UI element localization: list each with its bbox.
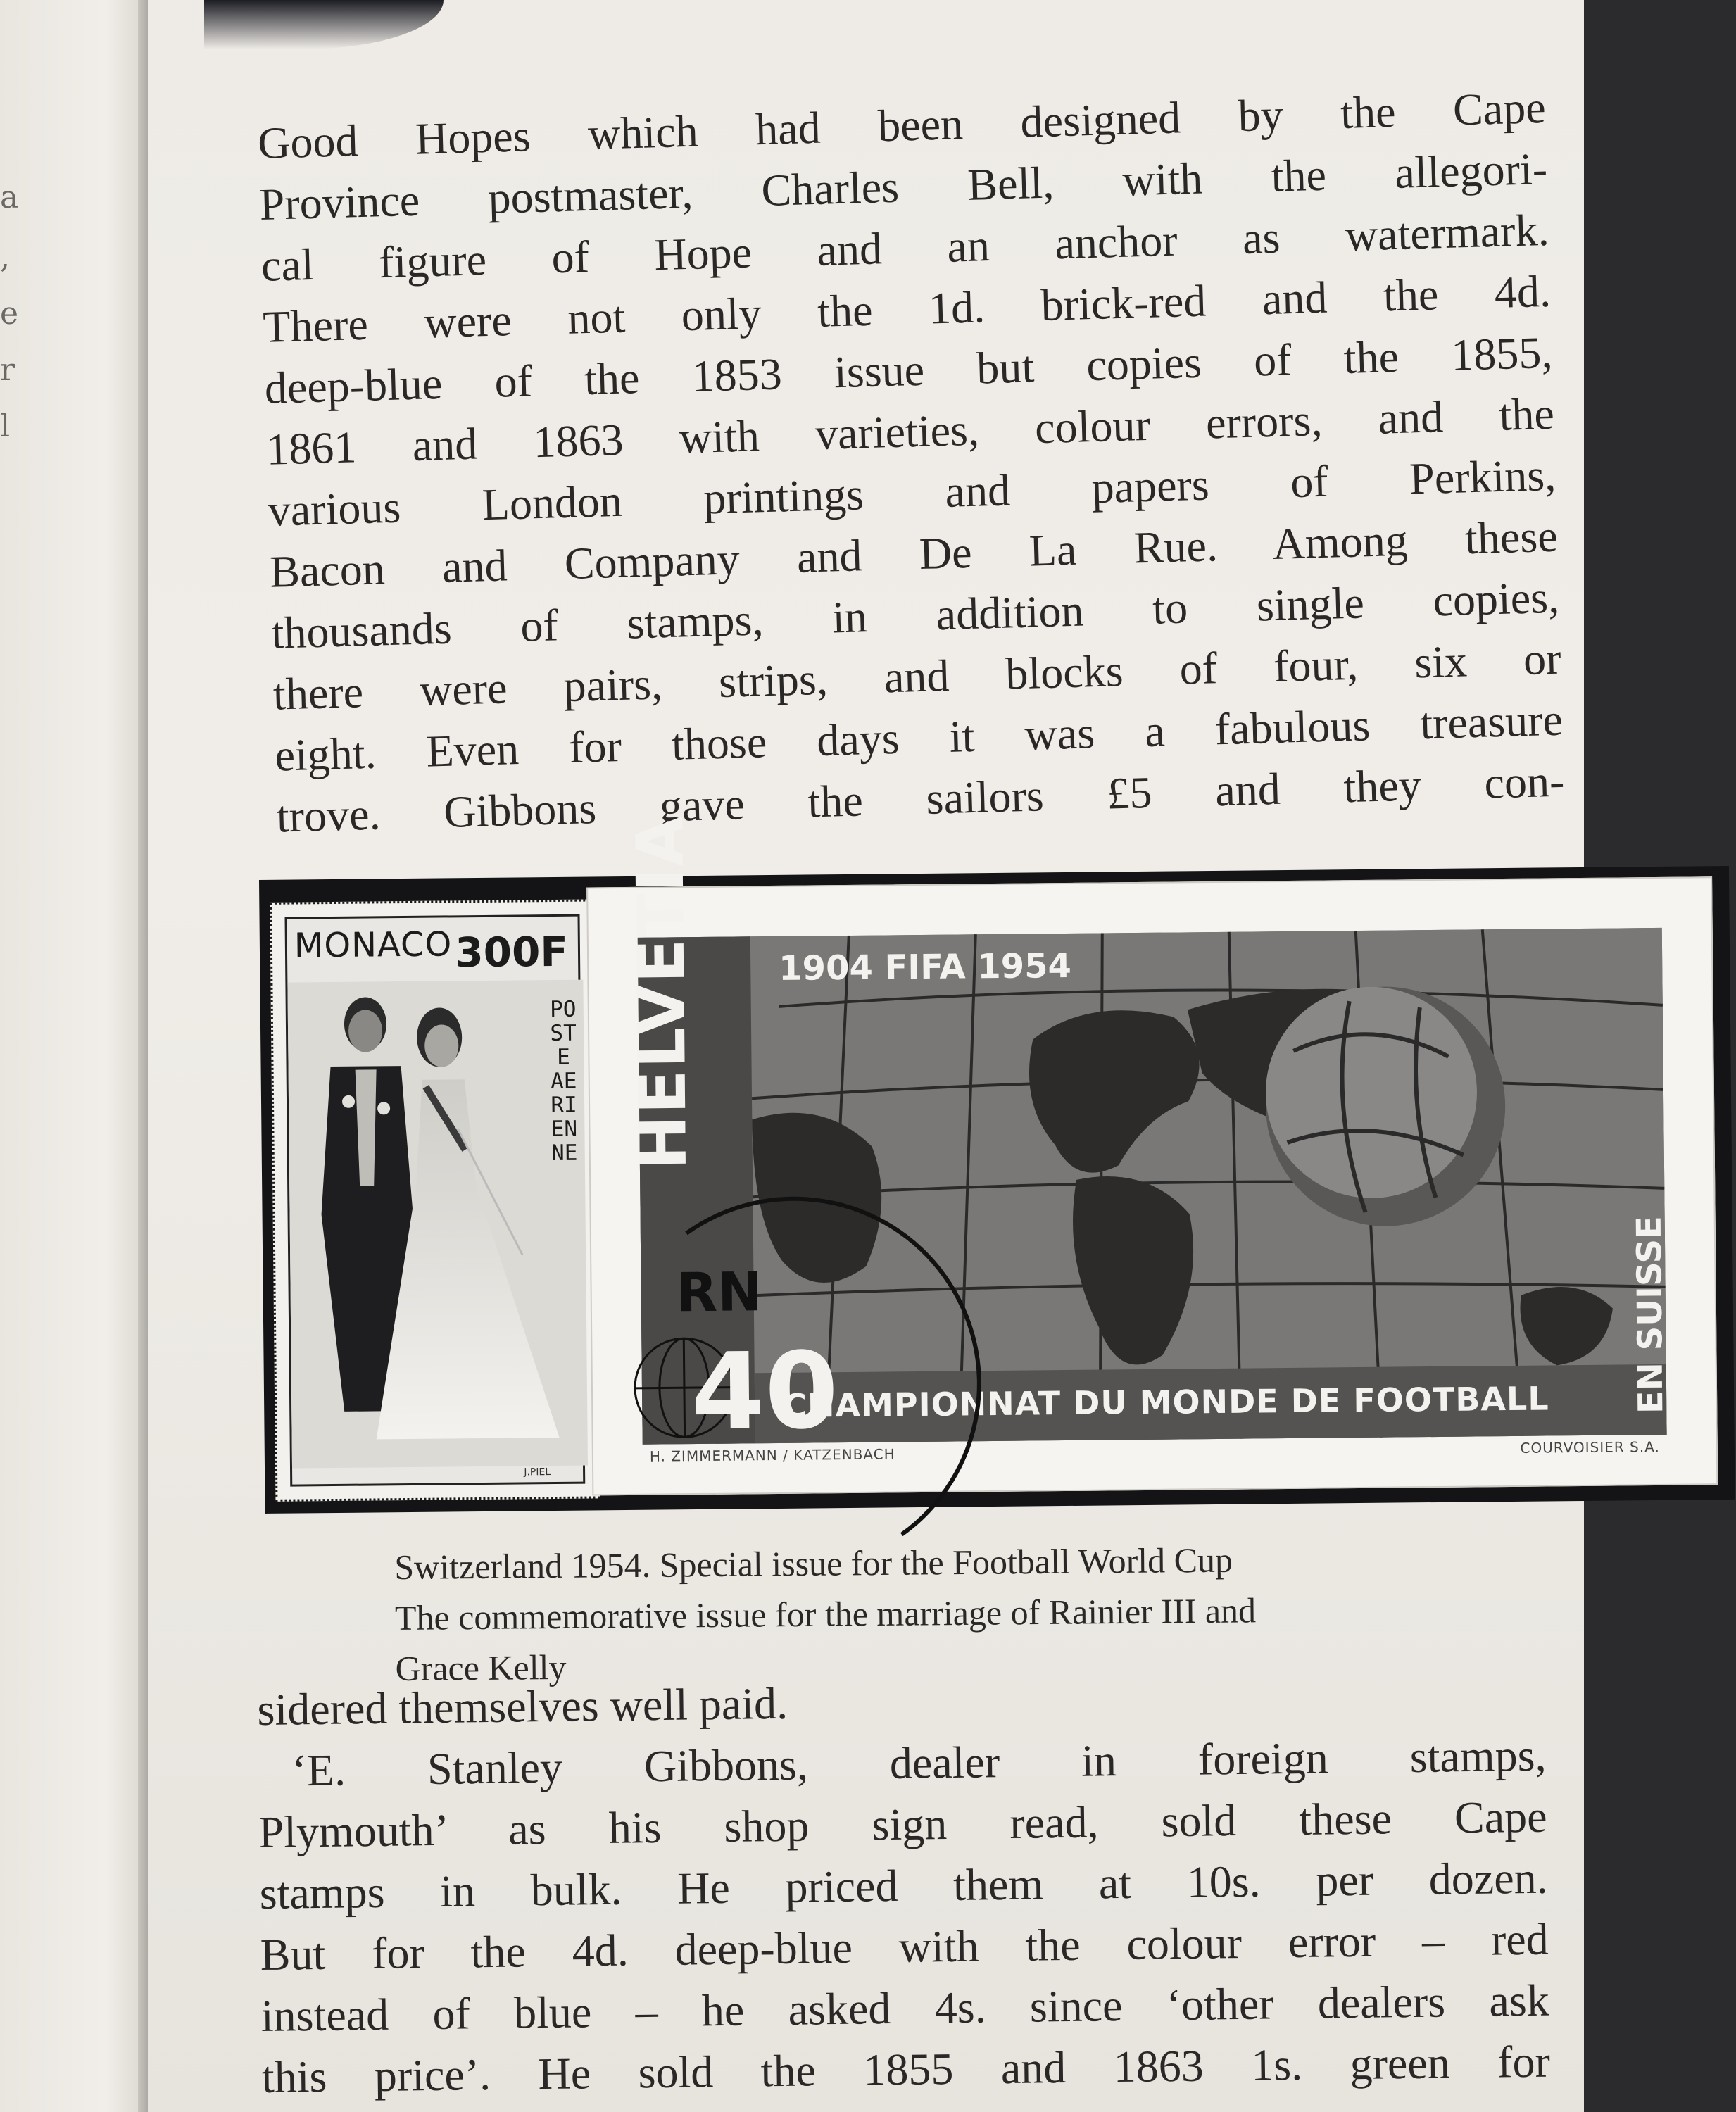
paragraph-bottom [257, 1664, 1550, 2108]
left-page-edge [0, 0, 151, 2112]
designer-credit: H. ZIMMERMANN / KATZENBACH [649, 1445, 895, 1465]
en-suisse-text: EN SUISSE [1629, 1215, 1671, 1414]
text-line: trove. Gibbons gave the sailors £5 and they con- [275, 755, 1566, 842]
text-line: Province postmaster, Charles Bell, with the allegori- [258, 143, 1548, 230]
text-line: stamps in bulk. He priced them at 10s. per dozen. [259, 1852, 1549, 1918]
championship-text: CHAMPIONNAT DU MONDE DE FOOTBALL [782, 1379, 1549, 1425]
text-line: 1861 and 1863 with varieties, colour errors, and the [265, 388, 1555, 474]
caption-line: Grace Kelly [395, 1647, 567, 1688]
text-line: deep-blue of the 1853 issue but copies of the 1855, [263, 327, 1554, 413]
switzerland-stamp-value: 40 [691, 1330, 839, 1454]
switzerland-stamp [586, 814, 1718, 1495]
text-line: this price’. He sold the 1855 and 1863 1s. green for [261, 2036, 1551, 2102]
text-line: But for the 4d. deep-blue with the colour error – red [260, 1913, 1549, 1980]
text-line: sidered themselves well paid. [257, 1678, 788, 1735]
text-line: eight. Even for those days it was a fabulous treasure [274, 694, 1564, 781]
stamp-plate [259, 814, 1735, 1514]
monaco-vertical-text: POSTE AERIENNE [549, 996, 578, 1167]
text-line: there were pairs, strips, and blocks of four, six or [272, 633, 1562, 719]
helvetia-vertical-text: HELVETIA [622, 814, 701, 1171]
left-page-fragment: e [0, 296, 19, 332]
book-page [148, 0, 1671, 2112]
monaco-designer-signature: J.PIEL [524, 1466, 551, 1478]
text-line: Bacon and Company and De La Rue. Among these [269, 510, 1559, 597]
left-page-fragment: a [0, 180, 19, 215]
monaco-stamp-value: 300F [454, 927, 569, 977]
monaco-stamp [270, 899, 600, 1501]
left-page-fragment: l [0, 408, 11, 444]
caption-line: The commemorative issue for the marriage of Rainier III and [394, 1590, 1257, 1638]
text-line: There were not only the 1d. brick-red and the 4d. [262, 265, 1552, 352]
paragraph-top [257, 77, 1565, 848]
royal-couple-illustration [287, 917, 588, 1469]
printer-credit: COURVOISIER S.A. [1520, 1438, 1660, 1457]
text-line: Good Hopes which had been designed by the Cape [257, 82, 1547, 168]
postmark-letters: RN [676, 1260, 763, 1324]
text-line: instead of blue – he asked 4s. since ‘other dealers ask [260, 1975, 1550, 2041]
caption-line: Switzerland 1954. Special issue for the Football World Cup [394, 1540, 1233, 1587]
page-top-shadow [204, 0, 444, 49]
monaco-country-name: MONACO [294, 924, 453, 966]
text-line: cal figure of Hope and an anchor as watermark. [260, 204, 1550, 291]
left-page-fragment: , [0, 239, 10, 275]
text-line: various London printings and papers of Perkins, [267, 449, 1557, 536]
text-line: Plymouth’ as his shop sign read, sold these Cape [258, 1791, 1547, 1857]
fifa-years-text: 1904 FIFA 1954 [778, 945, 1072, 988]
text-line: ‘E. Stanley Gibbons, dealer in foreign stamps, [291, 1730, 1547, 1796]
monaco-stamp-image [285, 914, 586, 1487]
text-line: thousands of stamps, in addition to single copies, [270, 572, 1560, 658]
left-page-fragment: r [0, 352, 15, 388]
